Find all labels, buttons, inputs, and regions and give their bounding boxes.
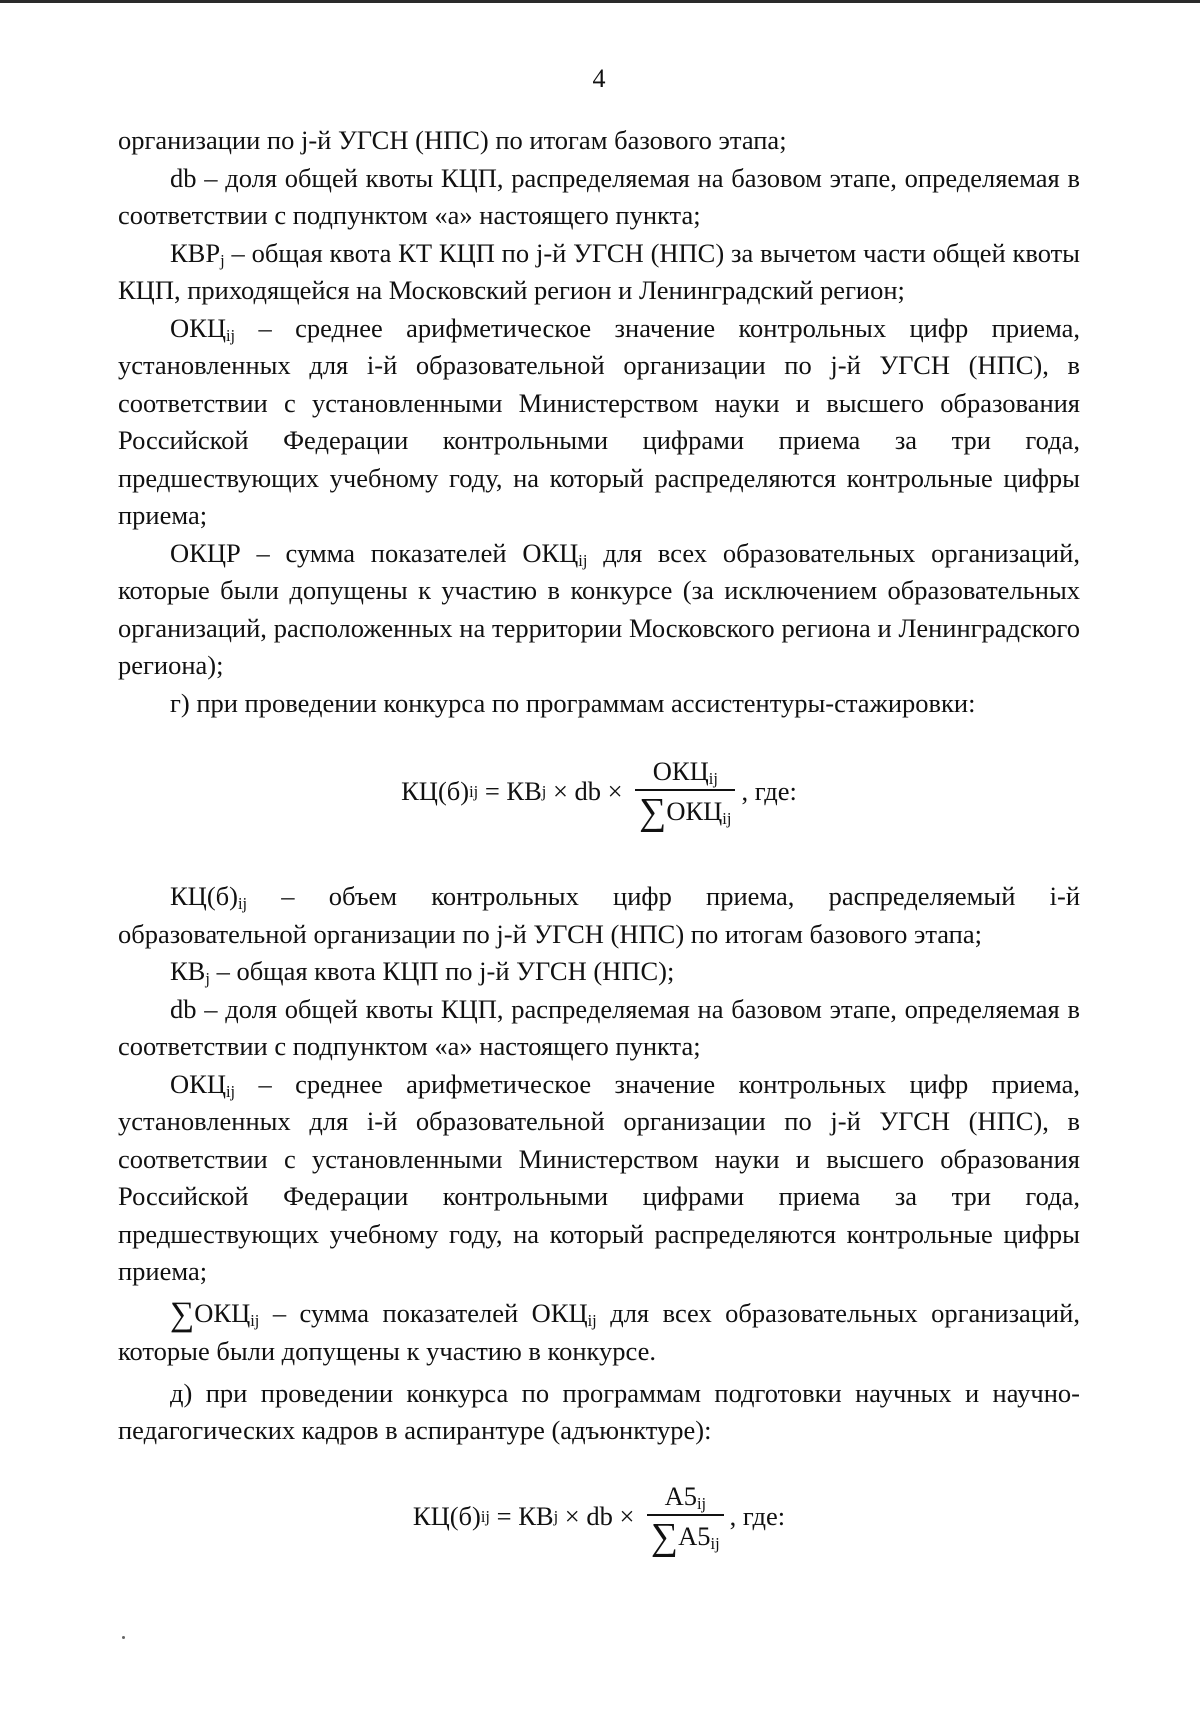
scan-speck bbox=[122, 1636, 125, 1639]
formula-equals: = bbox=[478, 776, 507, 807]
term-okc: ОКЦ bbox=[194, 1297, 251, 1328]
paragraph-db-definition: db – доля общей квоты КЦП, распределяемая на базовом этапе, определяемая в соответствии с подпунктом «а» настоящего пункта; bbox=[118, 162, 1080, 230]
sigma-symbol: ∑ bbox=[170, 1295, 195, 1333]
fraction-denominator bbox=[635, 791, 735, 831]
definition-text: – общая квота КТ КЦП по j-й УГСН (НПС) за вычетом части общей квоты КЦП, приходящейся на Московский регион и Ленинградский регион; bbox=[118, 237, 1080, 305]
formula-fraction bbox=[635, 753, 735, 831]
top-scan-border bbox=[0, 0, 1200, 3]
formula-kv: КВ bbox=[506, 776, 542, 807]
definition-text: для всех образовательных организаций, которые были допущены к участию в конкурсе (за исключением образовательных организаций, расположенных на территории Московского региона и Ленинградского региона); bbox=[118, 537, 1080, 680]
paragraph-item-g: г) при проведении конкурса по программам ассистентуры-стажировки: bbox=[170, 687, 976, 718]
formula-times-db: × db × bbox=[558, 1500, 642, 1531]
document-body bbox=[118, 122, 1080, 1570]
term-okc: ОКЦ bbox=[170, 312, 226, 343]
page-number: 4 bbox=[592, 64, 606, 93]
formula-times-db: × db × bbox=[546, 776, 630, 807]
term-subscript: j bbox=[220, 250, 225, 270]
paragraph-continuation: организации по j-й УГСН (НПС) по итогам базового этапа; bbox=[118, 125, 787, 155]
fraction-numerator bbox=[661, 1478, 711, 1514]
numerator-subscript: ij bbox=[708, 769, 718, 789]
paragraph-db-definition-2: db – доля общей квоты КЦП, распределяемая на базовом этапе, определяемая в соответствии с подпунктом «а» настоящего пункта; bbox=[118, 993, 1080, 1061]
fraction-numerator bbox=[649, 753, 722, 789]
numerator-term: А5 bbox=[664, 1480, 697, 1511]
definition-text: – сумма показателей ОКЦ bbox=[259, 1297, 588, 1328]
numerator-subscript: ij bbox=[696, 1493, 707, 1513]
paragraph-kvr-definition bbox=[118, 235, 1080, 310]
formula-equals: = bbox=[490, 1500, 519, 1531]
definition-text: – объем контрольных цифр приема, распределяемый i-й образовательной организации по j-й УГСН (НПС) по итогам базового этапа; bbox=[118, 881, 1080, 949]
definition-text: – общая квота КЦП по j-й УГСН (НПС); bbox=[209, 956, 675, 986]
term-okc: ОКЦ bbox=[170, 1068, 226, 1099]
sigma-symbol: ∑ bbox=[651, 1515, 679, 1558]
formula-aspirantura: КЦ(б) ij = КВ j × db × $\frac{А5_{ij}}{\sum А5_{ij}}$ , где: bbox=[118, 1464, 1080, 1570]
paragraph-okc-definition bbox=[118, 310, 1080, 535]
denominator-subscript: ij bbox=[722, 809, 732, 829]
paragraph-kv-definition bbox=[118, 953, 1080, 991]
term-subscript: ij bbox=[225, 325, 236, 345]
term-kcb: КЦ(б) bbox=[170, 881, 238, 911]
sigma-symbol: ∑ bbox=[639, 791, 667, 833]
formula-lhs: КЦ(б) bbox=[401, 776, 470, 807]
term-kvr: КВР bbox=[170, 237, 221, 268]
fraction-denominator bbox=[647, 1516, 724, 1556]
paragraph-okc-definition-2 bbox=[118, 1066, 1080, 1291]
term-subscript: ij bbox=[225, 1081, 236, 1101]
formula-tail: , где: bbox=[741, 776, 797, 807]
paragraph-item-d: д) при проведении конкурса по программам подготовки научных и научно-педагогических кадров в аспирантуре (адъюнктуре): bbox=[118, 1377, 1080, 1445]
denominator-term: А5 bbox=[678, 1520, 711, 1551]
term-subscript: ij bbox=[587, 1310, 597, 1330]
formula-assistantura: КЦ(б) ij = КВ j × db × $\frac{ОКЦ_{ij}}{\sum ОКЦ_{ij}}$ , где: bbox=[118, 736, 1080, 848]
paragraph-okcr-definition bbox=[118, 535, 1080, 685]
denominator-subscript: ij bbox=[710, 1533, 720, 1553]
term-subscript: ij bbox=[578, 550, 588, 570]
numerator-term: ОКЦ bbox=[652, 756, 709, 786]
formula-lhs: КЦ(б) bbox=[412, 1500, 481, 1531]
paragraph-kcb-definition bbox=[118, 878, 1080, 953]
denominator-term: ОКЦ bbox=[666, 796, 723, 826]
definition-text: ОКЦР – сумма показателей ОКЦ bbox=[170, 537, 579, 568]
formula-fraction bbox=[647, 1478, 724, 1556]
paragraph-sum-okc-definition bbox=[118, 1295, 1080, 1371]
term-subscript: ij bbox=[237, 894, 248, 914]
term-subscript: ij bbox=[250, 1310, 260, 1330]
term-kv: КВ bbox=[170, 956, 206, 986]
definition-text: – среднее арифметическое значение контрольных цифр приема, установленных для i-й образовательной организации по j-й УГСН (НПС), в соответствии с установленными Министерством науки и высшего образования Российской Федерации контрольными цифрами приема за три года, предшествующих учебному году, на который распределяются контрольные цифры приема; bbox=[118, 312, 1080, 530]
formula-tail: , где: bbox=[729, 1500, 786, 1531]
formula-kv: КВ bbox=[518, 1500, 554, 1531]
definition-text: – среднее арифметическое значение контрольных цифр приема, установленных для i-й образовательной организации по j-й УГСН (НПС), в соответствии с установленными Министерством науки и высшего образования Российской Федерации контрольными цифрами приема за три года, предшествующих учебному году, на который распределяются контрольные цифры приема; bbox=[118, 1068, 1080, 1286]
definition-text: для всех образовательных организаций, которые были допущены к участию в конкурсе. bbox=[118, 1297, 1080, 1366]
term-subscript: j bbox=[205, 969, 210, 989]
